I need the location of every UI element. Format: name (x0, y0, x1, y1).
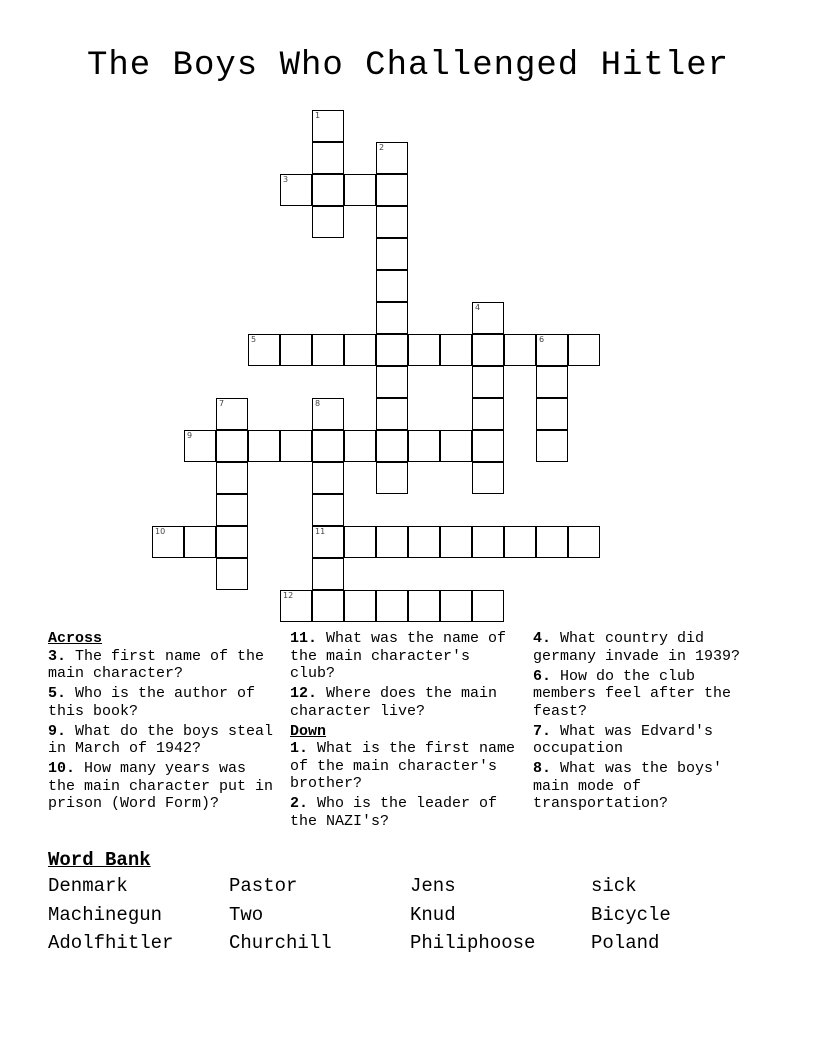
clue-item-number: 4. (533, 630, 552, 647)
clue-item (48, 723, 280, 758)
clue-item-number: 8. (533, 760, 552, 777)
grid-cell[interactable] (440, 526, 472, 558)
clue-number: 6 (539, 335, 545, 344)
grid-cell[interactable] (312, 110, 344, 142)
word-bank-heading: Word Bank (48, 849, 151, 871)
grid-cell[interactable] (440, 334, 472, 366)
grid-cell[interactable] (344, 430, 376, 462)
grid-cell[interactable] (536, 430, 568, 462)
clue-item-text: How many years was the main character put in prison (Word Form)? (48, 760, 274, 812)
clue-number: 12 (283, 591, 294, 600)
down-heading: Down (290, 722, 327, 740)
clue-number: 2 (379, 143, 385, 152)
grid-cell[interactable] (312, 494, 344, 526)
grid-cell[interactable] (312, 334, 344, 366)
grid-cell[interactable] (376, 526, 408, 558)
word-bank-item: Machinegun (48, 903, 163, 926)
clue-item-text: What was the boys' main mode of transportation? (533, 760, 723, 812)
grid-cell[interactable] (216, 462, 248, 494)
word-bank-item: sick (591, 875, 637, 897)
grid-cell[interactable] (376, 398, 408, 430)
grid-cell[interactable] (568, 526, 600, 558)
grid-cell[interactable] (344, 174, 376, 206)
grid-cell[interactable] (440, 590, 472, 622)
clue-item-text: What was Edvard's occupation (533, 722, 714, 757)
grid-cell[interactable] (216, 526, 248, 558)
grid-cell[interactable] (472, 462, 504, 494)
grid-cell[interactable] (376, 238, 408, 270)
clue-item-number: 1. (290, 740, 309, 757)
clue-item-number: 7. (533, 722, 552, 740)
clue-item-text: What country did germany invade in 1939? (533, 630, 741, 665)
clue-item-number: 6. (533, 667, 552, 685)
down-clue-list (290, 740, 522, 830)
clue-item (290, 685, 522, 720)
word-bank-item: Philiphoose (410, 932, 536, 954)
grid-cell[interactable] (184, 526, 216, 558)
clue-item (290, 740, 522, 793)
clue-item-text: What do the boys steal in March of 1942? (48, 722, 274, 757)
grid-cell[interactable] (568, 334, 600, 366)
grid-cell[interactable] (280, 430, 312, 462)
grid-cell[interactable] (408, 590, 440, 622)
clue-number: 4 (475, 303, 481, 312)
clue-item (533, 668, 765, 721)
clue-item-number: 11. (290, 630, 318, 647)
grid-cell[interactable] (344, 334, 376, 366)
grid-cell[interactable] (408, 334, 440, 366)
clue-item (48, 760, 280, 813)
grid-cell[interactable] (472, 526, 504, 558)
grid-cell[interactable] (504, 334, 536, 366)
grid-cell[interactable] (440, 430, 472, 462)
clue-item-text: What is the first name of the main character's brother? (290, 740, 516, 792)
word-bank-item: Poland (591, 932, 660, 954)
clue-item (290, 630, 522, 683)
grid-cell[interactable] (216, 430, 248, 462)
clue-item-number: 3. (48, 647, 67, 665)
grid-cell[interactable] (376, 142, 408, 174)
grid-cell[interactable] (248, 334, 280, 366)
across-heading: Across (48, 630, 103, 647)
grid-cell[interactable] (376, 462, 408, 494)
grid-cell[interactable] (408, 430, 440, 462)
grid-cell[interactable] (312, 526, 344, 558)
grid-cell[interactable] (280, 334, 312, 366)
grid-cell[interactable] (504, 526, 536, 558)
grid-cell[interactable] (408, 526, 440, 558)
word-bank-item: Pastor (229, 875, 298, 897)
clue-item-text: The first name of the main character? (48, 647, 265, 682)
grid-cell[interactable] (536, 398, 568, 430)
grid-cell[interactable] (536, 366, 568, 398)
clue-item-text: Where does the main character live? (290, 685, 498, 720)
clue-item (48, 648, 280, 683)
clue-number: 3 (283, 175, 289, 184)
clue-number: 7 (219, 399, 225, 408)
word-bank-item: Denmark (48, 875, 128, 897)
grid-cell[interactable] (376, 366, 408, 398)
grid-cell[interactable] (280, 174, 312, 206)
word-bank-item: Jens (410, 875, 456, 897)
clue-item (533, 630, 765, 665)
clue-number: 10 (155, 527, 166, 536)
clue-number: 1 (315, 111, 321, 120)
grid-cell[interactable] (312, 590, 344, 622)
clue-item-number: 5. (48, 685, 67, 702)
grid-cell[interactable] (472, 398, 504, 430)
clue-item-text: Who is the author of this book? (48, 685, 256, 720)
grid-cell[interactable] (472, 590, 504, 622)
clue-item (533, 760, 765, 813)
grid-cell[interactable] (376, 334, 408, 366)
grid-cell[interactable] (536, 334, 568, 366)
across-clue-list (48, 648, 280, 813)
clue-number: 9 (187, 431, 193, 440)
grid-cell[interactable] (376, 430, 408, 462)
grid-cell[interactable] (472, 302, 504, 334)
clue-item-text: What was the name of the main character's club? (290, 630, 507, 682)
grid-cell[interactable] (472, 366, 504, 398)
clues-column-1 (48, 630, 280, 815)
word-bank-item: Two (229, 903, 264, 926)
across-clue-list-continued (290, 630, 522, 720)
grid-cell[interactable] (344, 526, 376, 558)
clue-item (290, 795, 522, 830)
grid-cell[interactable] (152, 526, 184, 558)
grid-cell[interactable] (312, 558, 344, 590)
word-bank-item: Bicycle (591, 903, 671, 926)
clue-item-number: 9. (48, 722, 67, 740)
clues-column-3 (533, 630, 765, 815)
clue-item-text: Who is the leader of the NAZI's? (290, 795, 498, 830)
clue-number: 5 (251, 335, 257, 344)
grid-cell[interactable] (248, 430, 280, 462)
grid-cell[interactable] (536, 526, 568, 558)
grid-cell[interactable] (184, 430, 216, 462)
grid-cell[interactable] (312, 142, 344, 174)
grid-cell[interactable] (312, 430, 344, 462)
grid-cell[interactable] (312, 462, 344, 494)
word-bank-item: Knud (410, 903, 456, 926)
grid-cell[interactable] (472, 334, 504, 366)
clue-item-number: 2. (290, 795, 309, 812)
grid-cell[interactable] (312, 206, 344, 238)
clue-item (533, 723, 765, 758)
grid-cell[interactable] (376, 302, 408, 334)
clue-item-text: How do the club members feel after the feast? (533, 667, 732, 720)
word-bank-item: Churchill (229, 932, 332, 954)
grid-cell[interactable] (376, 206, 408, 238)
grid-cell[interactable] (216, 558, 248, 590)
grid-cell[interactable] (376, 174, 408, 206)
grid-cell[interactable] (344, 590, 376, 622)
grid-cell[interactable] (216, 494, 248, 526)
grid-cell[interactable] (216, 398, 248, 430)
clue-number: 11 (315, 527, 326, 536)
down-clue-list-continued (533, 630, 765, 813)
grid-cell[interactable] (376, 590, 408, 622)
grid-cell[interactable] (312, 398, 344, 430)
grid-cell[interactable] (312, 174, 344, 206)
clue-item (48, 685, 280, 720)
word-bank-item: Adolfhitler (48, 932, 174, 954)
grid-cell[interactable] (376, 270, 408, 302)
clue-item-number: 10. (48, 760, 76, 777)
grid-cell[interactable] (280, 590, 312, 622)
puzzle-title: The Boys Who Challenged Hitler (86, 47, 730, 85)
clues-column-2 (290, 630, 522, 833)
clue-item-number: 12. (290, 685, 318, 702)
clue-number: 8 (315, 399, 321, 408)
grid-cell[interactable] (472, 430, 504, 462)
